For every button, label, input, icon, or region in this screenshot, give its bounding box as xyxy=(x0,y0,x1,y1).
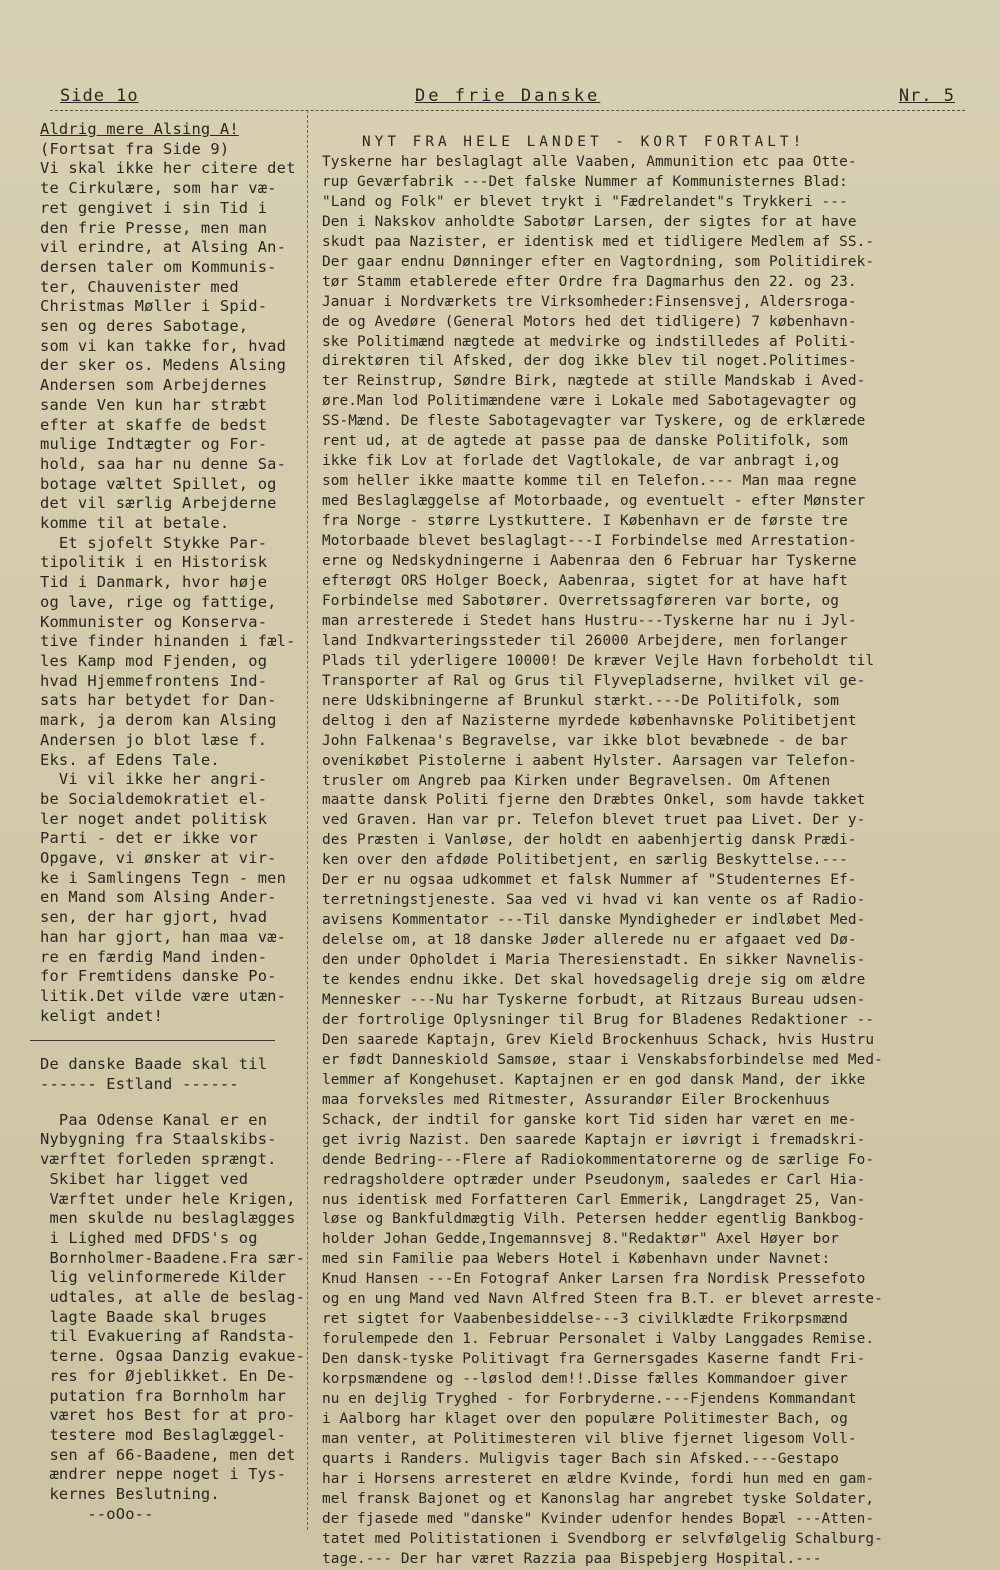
text-line: avisens Kommentator ---Til danske Myndigheder er indløbet Med- xyxy=(322,912,866,929)
text-line: der fjasede med "danske" Kvinder udenfor hendes Bopæl ---Atten- xyxy=(322,1510,875,1527)
text-line: te kendes endnu ikke. Det skal hovedsagelig dreje sig om ældre xyxy=(322,972,866,989)
header-rule xyxy=(50,110,965,111)
text-line: direktøren til Afsked, der dog ikke blev til noget.Politimes- xyxy=(322,353,857,370)
text-line: ikke fik Lov at forlade det Vagtlokale, de var anbragt i,og xyxy=(322,453,840,470)
text-line: været hos Best for at pro- xyxy=(40,1406,296,1425)
text-line: hvad Hjemmefrontens Ind- xyxy=(40,671,268,690)
page-header xyxy=(30,86,965,116)
news-section-title: NYT FRA HELE LANDET - KORT FORTALT! xyxy=(362,134,806,150)
text-line: sats har betydet for Dan- xyxy=(40,691,277,710)
text-line: til Evakuering af Randsta- xyxy=(40,1327,296,1346)
text-line: Tyskerne har beslaglagt alle Vaaben, Ammunition etc paa Otte- xyxy=(322,153,857,170)
text-line: Knud Hansen ---En Fotograf Anker Larsen fra Nordisk Pressefoto xyxy=(322,1271,866,1288)
text-line: med sin Familie paa Webers Hotel i København under Navnet: xyxy=(322,1251,831,1268)
text-line: Parti - det er ikke vor xyxy=(40,829,258,848)
text-line: trusler om Angreb paa Kirken under Begravelsen. Om Aftenen xyxy=(322,772,831,789)
text-line: med Beslaglæggelse af Motorbaade, og eventuelt - efter Mønster xyxy=(322,493,866,510)
text-line: Opgave, vi ønsker at vir- xyxy=(40,849,277,868)
text-line: mel fransk Bajonet og et Kanonslag har angrebet tyske Soldater, xyxy=(322,1490,875,1507)
text-line: testere mod Beslaglæggel- xyxy=(40,1426,287,1444)
text-line: Andersen som Arbejdernes xyxy=(40,376,268,395)
text-line: i Aalborg har klaget over den populære Politimester Bach, og xyxy=(322,1411,848,1427)
text-line: deltog i den af Nazisterne myrdede københavnske Politibetjent xyxy=(322,712,857,729)
text-line: sande Ven kun har stræbt xyxy=(40,395,268,414)
text-line: ler noget andet politisk xyxy=(40,809,268,828)
text-line: botage væltet Spillet, og xyxy=(40,474,277,493)
text-line: Paa Odense Kanal er en xyxy=(40,1110,268,1129)
text-line: efter at skaffe de bedst xyxy=(40,415,268,434)
text-line: ret gengivet i sin Tid i xyxy=(40,198,268,217)
text-line: Forbindelse med Sabotører. Overretssagføreren var borte, og xyxy=(322,592,840,609)
article-body xyxy=(40,159,308,1026)
text-line: udtales, at alle de beslag- xyxy=(40,1288,306,1307)
text-line: des Præsten i Vanløse, der holdt en aabenhjertig dansk Prædi- xyxy=(322,832,857,849)
text-line: fra Norge - større Lystkuttere. I København er de første tre xyxy=(322,513,848,530)
text-line: SS-Mænd. De fleste Sabotagevagter var Tyskere, og de erklærede xyxy=(322,413,866,430)
text-line: vil erindre, at Alsing An- xyxy=(40,238,287,257)
text-line: Skibet har ligget ved xyxy=(40,1169,249,1188)
text-line: tatet med Politistationen i Svendborg er selvfølgelig Schalburg- xyxy=(322,1530,883,1547)
text-line: Schack, der indtil for ganske kort Tid siden har været en me- xyxy=(322,1111,857,1128)
text-line: get ivrig Nazist. Den saarede Kaptajn er iøvrigt i fremadskri- xyxy=(322,1131,866,1148)
right-column xyxy=(322,133,982,1570)
text-line: der sker os. Medens Alsing xyxy=(40,356,287,375)
text-line: det vil særlig Arbejderne xyxy=(40,494,277,513)
text-line: mulige Indtægter og For- xyxy=(40,435,268,454)
news-body xyxy=(322,153,982,1570)
text-line: Den dansk-tyske Politivagt fra Gernersgades Kaserne fandt Fri- xyxy=(322,1351,866,1368)
text-line: Der er nu ogsaa udkommet et falsk Nummer af "Studenternes Ef- xyxy=(322,872,857,889)
article-body xyxy=(40,1111,308,1525)
text-line: ændrer neppe noget i Tys- xyxy=(40,1465,287,1484)
text-line: redragsholdere optræder under Pseudonym, saaledes er Carl Hia- xyxy=(322,1171,866,1188)
text-line: ke i Samlingens Tegn - men xyxy=(40,868,287,887)
text-line: erne og Nedskydningerne i Aabenraa den 6 Februar har Tyskerne xyxy=(322,553,857,570)
text-line: Januar i Nordværkets tre Virksomheder:Finsensvej, Aldersroga- xyxy=(322,293,857,310)
text-line: ved Graven. Han var pr. Telefon blevet truet paa Livet. Der y- xyxy=(322,812,866,829)
text-line: --oOo-- xyxy=(40,1504,154,1523)
text-line: hold, saa har nu denne Sa- xyxy=(40,454,287,473)
text-line: og lave, rige og fattige, xyxy=(40,592,277,611)
text-line: delelse om, at 18 danske Jøder allerede nu er afgaaet ved Dø- xyxy=(322,932,857,949)
article-title: De danske Baade skal til xyxy=(40,1055,268,1074)
text-line: nus identisk med Forfatteren Carl Emmerik, Langdraget 25, Van- xyxy=(322,1191,866,1208)
text-line: terne. Ogsaa Danzig evakue- xyxy=(40,1347,306,1366)
text-line: kernes Beslutning. xyxy=(40,1485,220,1504)
issue-number: Nr. 5 xyxy=(898,86,955,106)
text-line: komme til at betale. xyxy=(40,514,230,533)
text-line: Andersen jo blot læse f. xyxy=(40,730,268,749)
text-line: tage.--- Der har været Razzia paa Bispebjerg Hospital.--- xyxy=(322,1550,822,1567)
text-line: tive finder hinanden i fæl- xyxy=(40,632,296,651)
text-line: Transporter af Ral og Grus til Flyvepladserne, hvilket vil ge- xyxy=(322,672,866,689)
text-line: han har gjort, han maa væ- xyxy=(40,927,287,946)
text-line: er født Danneskiold Samsøe, staar i Venskabsforbindelse med Med- xyxy=(322,1051,883,1068)
text-line: der fortrolige Oplysninger til Brug for Bladenes Redaktioner -- xyxy=(322,1011,875,1028)
text-line: ovenikøbet Pistolerne i aabent Hylster. Aarsagen var Telefon- xyxy=(322,752,857,769)
text-line: lagte Baade skal bruges xyxy=(40,1307,268,1326)
text-line: sen af 66-Baadene, men det xyxy=(40,1445,296,1464)
text-line: Kommunister og Konserva- xyxy=(40,612,268,631)
text-line: dende Bedring---Flere af Radiokommentatorerne og de særlige Fo- xyxy=(322,1151,875,1168)
text-line: ret sigtet for Vaabenbesiddelse---3 civilklædte Frikorpsmænd xyxy=(322,1311,848,1328)
text-line: ter Reinstrup, Søndre Birk, nægtede at stille Mandskab i Aved- xyxy=(322,373,866,390)
text-line: korpsmændene og --løslod dem!!.Disse fælles Kommandoer giver xyxy=(322,1371,848,1388)
text-line: en Mand som Alsing Ander- xyxy=(40,888,277,907)
text-line: maatte dansk Politi fjerne den Dræbtes Onkel, som havde takket xyxy=(322,792,866,809)
text-line: ken over den afdøde Politibetjent, en særlig Beskyttelse.--- xyxy=(322,852,848,869)
text-line: les Kamp mod Fjenden, og xyxy=(40,651,268,670)
text-line: Et sjofelt Stykke Par- xyxy=(40,533,268,552)
text-line: Vi skal ikke her citere det xyxy=(40,159,296,178)
article-continued-note: (Fortsat fra Side 9) xyxy=(40,139,230,158)
text-line: rup Geværfabrik ---Det falske Nummer af Kommunisternes Blad: xyxy=(322,173,848,190)
text-line: maa forveksles med Ritmester, Assurandør Eiler Brockenhuus xyxy=(322,1091,831,1108)
text-line: ter, Chauvenister med xyxy=(40,277,239,296)
text-line: keligt andet! xyxy=(40,1006,164,1025)
text-line: quarts i Randers. Muligvis tager Bach sin Afsked.---Gestapo xyxy=(322,1450,840,1467)
text-line: Der gaar endnu Dønninger efter en Vagtordning, som Politidirek- xyxy=(322,253,875,270)
text-line: de og Avedøre (General Motors hed det tidligere) 7 københavn- xyxy=(322,313,857,330)
text-line: har i Horsens arresteret en ældre Kvinde, fordi hun med en gam- xyxy=(322,1470,875,1487)
text-line: og en ung Mand ved Navn Alfred Steen fra B.T. er blevet arreste- xyxy=(322,1291,883,1308)
text-line: litik.Det vilde være utæn- xyxy=(40,986,287,1005)
article-alsing xyxy=(40,120,308,1026)
text-line: Tid i Danmark, hvor høje xyxy=(40,573,268,592)
text-line: Mennesker ---Nu har Tyskerne forbudt, at Ritzaus Bureau udsen- xyxy=(322,991,866,1008)
text-line: man venter, at Politimesteren vil blive fjernet ligesom Voll- xyxy=(322,1430,857,1447)
text-line: efterøgt ORS Holger Boeck, Aabenraa, sigtet for at have haft xyxy=(322,572,848,589)
text-line: dersen taler om Kommunis- xyxy=(40,257,277,276)
text-line: Christmas Møller i Spid- xyxy=(40,297,268,316)
text-line: holder Johan Gedde,Ingemannsvej 8."Redaktør" Axel Høyer bor xyxy=(322,1231,840,1248)
text-line: terretningstjeneste. Saa ved vi hvad vi kan vente os af Radio- xyxy=(322,892,866,909)
article-boats xyxy=(40,1055,308,1524)
text-line: som vi kan takke for, hvad xyxy=(40,336,287,355)
text-line: værftet forleden sprængt. xyxy=(40,1150,277,1169)
text-line: som heller ikke maatte komme til en Telefon.--- Man maa regne xyxy=(322,473,857,490)
text-line: res for Øjeblikket. En De- xyxy=(40,1366,296,1385)
text-line: Plads til yderligere 10000! De kræver Vejle Havn forbeholdt til xyxy=(322,652,875,669)
text-line: Den i Nakskov anholdte Sabotør Larsen, der sigtes for at have xyxy=(322,213,857,230)
text-line: Vi vil ikke her angri- xyxy=(40,770,268,789)
text-line: man arresterede i Stedet hans Hustru---Tyskerne har nu i Jyl- xyxy=(322,612,857,629)
article-title: Aldrig mere Alsing A! xyxy=(40,120,239,138)
text-line: lig velinformerede Kilder xyxy=(40,1268,287,1287)
text-line: nere Udskibningerne af Brunkul stærkt.---De Politifolk, som xyxy=(322,692,840,709)
text-line: skudt paa Nazister, er identisk med et tidligere Medlem af SS.- xyxy=(322,233,875,250)
section-rule xyxy=(30,1040,275,1041)
text-line: Bornholmer-Baadene.Fra sær- xyxy=(40,1248,306,1267)
text-line: tør Stamm etablerede efter Ordre fra Dagmarhus den 22. og 23. xyxy=(322,273,857,290)
text-line: nu en dejlig Tryghed - for Forbryderne.---Fjendens Kommandant xyxy=(322,1391,857,1408)
text-line: sen, der har gjort, hvad xyxy=(40,908,268,927)
text-line: i Lighed med DFDS's og xyxy=(40,1228,258,1247)
masthead-title: De frie Danske xyxy=(415,86,601,106)
text-line: Eks. af Edens Tale. xyxy=(40,750,220,769)
text-line: Værftet under hele Krigen, xyxy=(40,1189,296,1208)
text-line: be Socialdemokratiet el- xyxy=(40,789,268,808)
text-line: mark, ja derom kan Alsing xyxy=(40,711,277,730)
text-line: den under Opholdet i Maria Theresienstadt. En sikker Navnelis- xyxy=(322,952,866,969)
text-line: forulempede den 1. Februar Personalet i Valby Langgades Remise. xyxy=(322,1331,875,1348)
text-line: men skulde nu beslaglægges xyxy=(40,1209,296,1228)
left-column xyxy=(40,120,308,1525)
page-number: Side 1o xyxy=(60,86,139,106)
article-subtitle: ------ Estland ------ xyxy=(40,1075,239,1094)
text-line: øre.Man lod Politimændene være i Lokale med Sabotagevagter og xyxy=(322,393,857,410)
text-line: ske Politimænd nægtede at medvirke og indstilledes af Politi- xyxy=(322,333,857,350)
text-line: for Fremtidens danske Po- xyxy=(40,967,277,986)
text-line: sen og deres Sabotage, xyxy=(40,317,249,336)
text-line: rent ud, at de agtede at passe paa de danske Politifolk, som xyxy=(322,433,848,450)
text-line: tipolitik i en Historisk xyxy=(40,553,268,572)
text-line: lemmer af Kongehuset. Kaptajnen er en god dansk Mand, der ikke xyxy=(322,1071,866,1088)
text-line: Motorbaade blevet beslaglagt---I Forbindelse med Arrestation- xyxy=(322,533,857,550)
text-line: Den saarede Kaptajn, Grev Kield Brockenhuus Schack, hvis Hustru xyxy=(322,1031,875,1048)
text-line: land Indkvarteringssteder til 26000 Arbejdere, men forlanger xyxy=(322,632,848,649)
text-line: Nybygning fra Staalskibs- xyxy=(40,1130,277,1149)
text-line: den frie Presse, men man xyxy=(40,218,268,237)
text-line: løse og Bankfuldmægtig Vilh. Petersen hedder egentlig Bankbog- xyxy=(322,1211,866,1228)
text-line: te Cirkulære, som har væ- xyxy=(40,179,277,198)
text-line: "Land og Folk" er blevet trykt i "Fædrelandet"s Trykkeri --- xyxy=(322,193,848,210)
text-line: John Falkenaa's Begravelse, var ikke blot bevæbnede - de bar xyxy=(322,732,848,749)
text-line: putation fra Bornholm har xyxy=(40,1386,287,1405)
text-line: re en færdig Mand inden- xyxy=(40,947,268,966)
